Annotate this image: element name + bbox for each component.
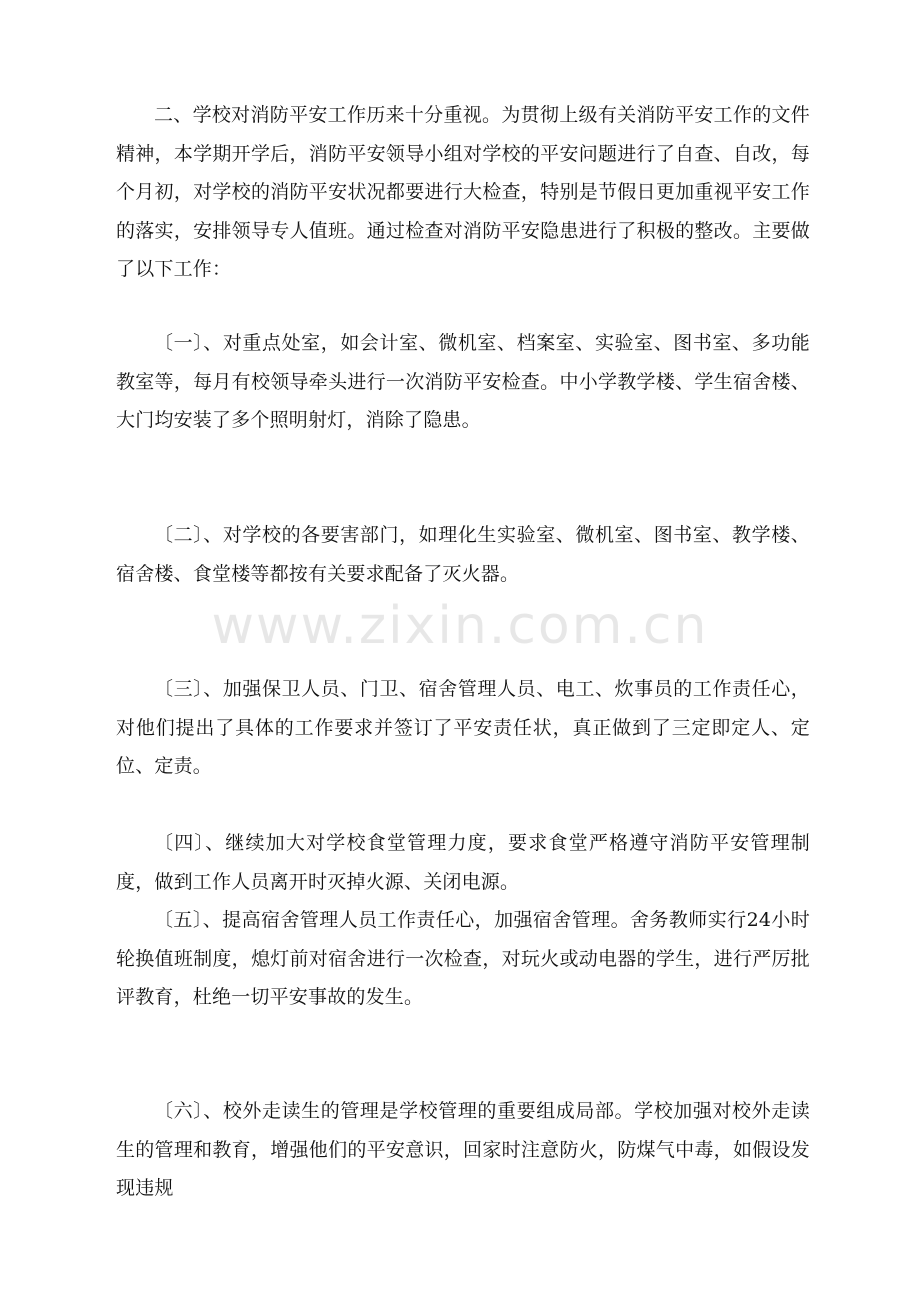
paragraph-item-5: 〔五〕、提高宿舍管理人员工作责任心，加强宿舍管理。舍务教师实行24小时轮换值班制度，熄灯前对宿舍进行一次检查，对玩火或动电器的学生，进行严厉批评教育，杜绝一切平安事故的发生。 (116, 909, 810, 1008)
paragraph-intro: 二、学校对消防平安工作历来十分重视。为贯彻上级有关消防平安工作的文件精神，本学期开学后，消防平安领导小组对学校的平安问题进行了自查、自改，每个月初，对学校的消防平安状况都要进行大检查，特别是节假日更加重视平安工作的落实，安排领导专人值班。通过检查对消防平安隐患进行了积极的整改。主要做了以下工作： (116, 104, 810, 280)
paragraph-item-3: 〔三〕、加强保卫人员、门卫、宿舍管理人员、电工、炊事员的工作责任心，对他们提出了具体的工作要求并签订了平安责任状，真正做到了三定即定人、定位、定责。 (116, 678, 810, 777)
paragraph-item-4: 〔四〕、继续加大对学校食堂管理力度，要求食堂严格遵守消防平安管理制度，做到工作人员离开时灭掉火源、关闭电源。 (116, 832, 810, 893)
paragraph-item-6: 〔六〕、校外走读生的管理是学校管理的重要组成局部。学校加强对校外走读生的管理和教育，增强他们的平安意识，回家时注意防火，防煤气中毒，如假设发现违规 (116, 1100, 810, 1199)
paragraph-items-4-5 (116, 824, 810, 1017)
paragraph-item-1: 〔一〕、对重点处室，如会计室、微机室、档案室、实验室、图书室、多功能教室等，每月有校领导牵头进行一次消防平安检查。中小学教学楼、学生宿舍楼、大门均安装了多个照明射灯，消除了隐患。 (116, 332, 810, 431)
watermark: www.zixin.com.cn (211, 596, 709, 656)
paragraph-item-2: 〔二〕、对学校的各要害部门，如理化生实验室、微机室、图书室、教学楼、宿舍楼、食堂楼等都按有关要求配备了灭火器。 (116, 524, 810, 585)
